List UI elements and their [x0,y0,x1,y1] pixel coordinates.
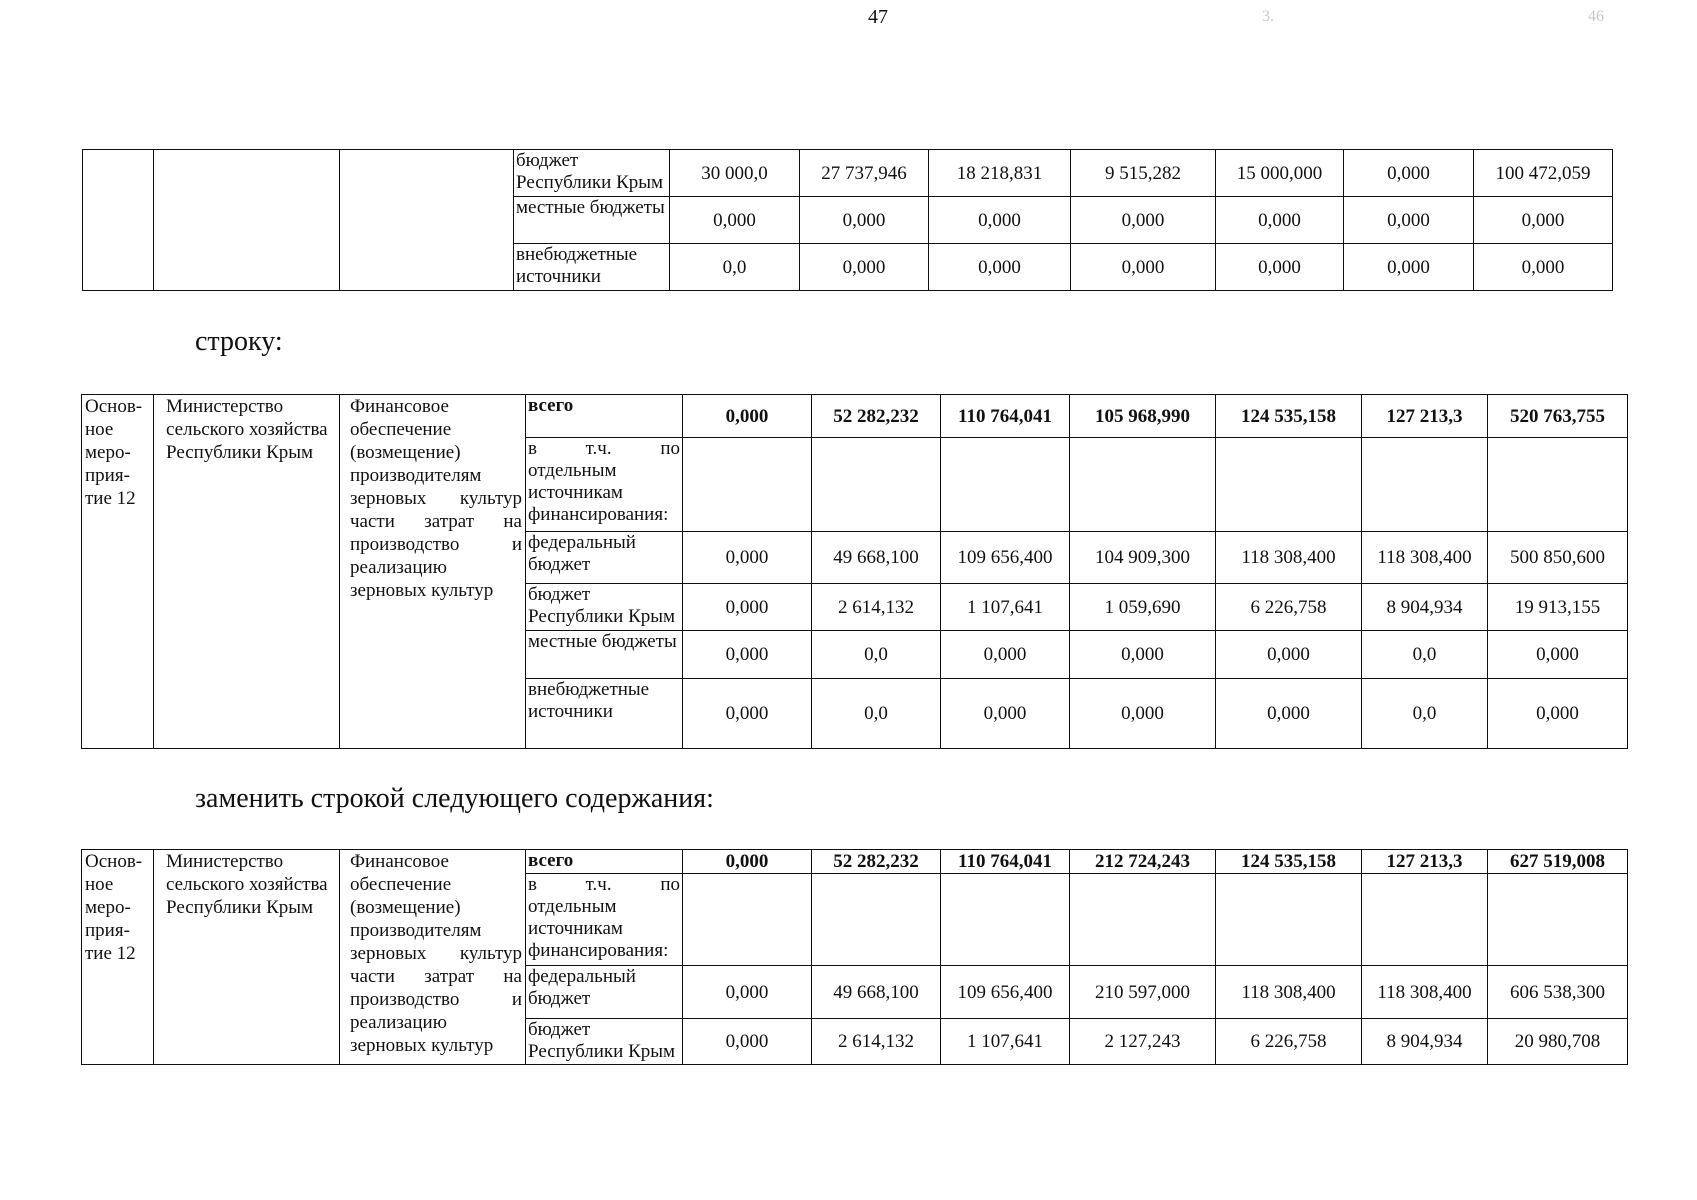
value-cell: 0,000 [1216,244,1344,291]
value-cell: 0,000 [683,966,812,1019]
value-cell: 0,000 [683,679,812,749]
value-cell [1216,438,1362,532]
value-cell: 109 656,400 [941,966,1070,1019]
value-cell: 0,000 [1070,631,1216,679]
value-cell: 0,000 [1474,197,1613,244]
value-cell: 0,000 [1216,631,1362,679]
value-cell: 118 308,400 [1216,532,1362,584]
value-cell: 0,000 [941,679,1070,749]
value-cell: 1 107,641 [941,1019,1070,1065]
value-cell [1488,438,1628,532]
source-label: в т.ч. по отдельным источникам финансирования: [526,874,683,966]
activity-number: Основ-ное меро-прия-тие 12 [82,395,154,749]
value-cell: 19 913,155 [1488,584,1628,631]
value-cell: 606 538,300 [1488,966,1628,1019]
value-cell: 2 614,132 [812,1019,941,1065]
value-cell: 627 519,008 [1488,850,1628,874]
activity-description: Финансовое обеспечение (возмещение) производителям зерновых культур части затрат на производство и реализацию зерновых культур [340,395,526,749]
value-cell: 30 000,0 [670,150,800,197]
value-cell: 109 656,400 [941,532,1070,584]
value-cell: 0,000 [1070,679,1216,749]
value-cell: 0,000 [800,244,929,291]
source-label: внебюджетные источники [514,244,670,291]
activity-number: Основ-ное меро-прия-тие 12 [82,850,154,1065]
source-label: бюджет Республики Крым [526,1019,683,1065]
value-cell: 0,000 [1344,244,1474,291]
value-cell: 0,000 [1071,244,1216,291]
value-cell [941,438,1070,532]
value-cell: 0,000 [683,532,812,584]
value-cell: 0,000 [1216,197,1344,244]
value-cell: 500 850,600 [1488,532,1628,584]
value-cell: 2 127,243 [1070,1019,1216,1065]
value-cell: 118 308,400 [1362,532,1488,584]
value-cell: 1 059,690 [1070,584,1216,631]
value-cell: 49 668,100 [812,532,941,584]
value-cell: 0,000 [670,197,800,244]
activity-description: Финансовое обеспечение (возмещение) производителям зерновых культур части затрат на производство и реализацию зерновых культур [340,850,526,1065]
source-label: внебюджетные источники [526,679,683,749]
value-cell: 118 308,400 [1362,966,1488,1019]
budget-table-continuation [82,149,1613,291]
heading-replace-row: строку: [195,326,283,357]
ministry-name: Министерство сельского хозяйства Республики Крым [154,850,340,1065]
value-cell [1488,874,1628,966]
value-cell: 0,000 [941,631,1070,679]
value-cell: 127 213,3 [1362,395,1488,438]
value-cell [1070,438,1216,532]
value-cell: 49 668,100 [812,966,941,1019]
value-cell [1070,874,1216,966]
value-cell: 104 909,300 [1070,532,1216,584]
value-cell: 0,000 [683,395,812,438]
value-cell: 0,0 [1362,631,1488,679]
value-cell: 0,000 [929,244,1071,291]
value-cell [683,438,812,532]
page-number: 47 [868,6,888,28]
value-cell: 0,000 [683,584,812,631]
value-cell: 0,000 [1344,197,1474,244]
value-cell: 1 107,641 [941,584,1070,631]
value-cell: 8 904,934 [1362,584,1488,631]
value-cell [1216,874,1362,966]
source-label: местные бюджеты [514,197,670,244]
source-label: бюджет Республики Крым [526,584,683,631]
value-cell [812,874,941,966]
value-cell: 0,000 [1474,244,1613,291]
empty-cell [340,150,514,291]
value-cell: 0,000 [683,1019,812,1065]
value-cell: 0,000 [1344,150,1474,197]
value-cell: 6 226,758 [1216,584,1362,631]
source-label: всего [526,850,683,874]
replacement-row-table [81,849,1628,1065]
empty-cell [83,150,154,291]
value-cell: 0,000 [1071,197,1216,244]
value-cell: 20 980,708 [1488,1019,1628,1065]
empty-cell [154,150,340,291]
value-cell: 0,0 [812,631,941,679]
value-cell: 52 282,232 [812,850,941,874]
value-cell: 0,0 [670,244,800,291]
value-cell: 110 764,041 [941,850,1070,874]
value-cell: 105 968,990 [1070,395,1216,438]
value-cell: 210 597,000 [1070,966,1216,1019]
faint-mark-right: 46 [1588,8,1604,25]
source-label: всего [526,395,683,438]
value-cell: 52 282,232 [812,395,941,438]
ministry-name: Министерство сельского хозяйства Республики Крым [154,395,340,749]
value-cell: 27 737,946 [800,150,929,197]
value-cell: 100 472,059 [1474,150,1613,197]
value-cell: 0,0 [1362,679,1488,749]
value-cell: 118 308,400 [1216,966,1362,1019]
value-cell [1362,438,1488,532]
source-label: бюджет Республики Крым [514,150,670,197]
table-row [82,395,1628,438]
source-label: федеральный бюджет [526,532,683,584]
faint-mark-left: 3. [1262,8,1274,25]
value-cell: 9 515,282 [1071,150,1216,197]
value-cell: 0,000 [683,850,812,874]
value-cell: 6 226,758 [1216,1019,1362,1065]
value-cell [812,438,941,532]
value-cell [941,874,1070,966]
table-row [83,150,1613,197]
value-cell: 2 614,132 [812,584,941,631]
value-cell: 0,000 [683,631,812,679]
source-label: местные бюджеты [526,631,683,679]
value-cell: 0,000 [1488,679,1628,749]
source-label: федеральный бюджет [526,966,683,1019]
value-cell [1362,874,1488,966]
heading-replace-with: заменить строкой следующего содержания: [195,783,714,814]
value-cell: 0,000 [1216,679,1362,749]
value-cell: 124 535,158 [1216,395,1362,438]
value-cell: 0,0 [812,679,941,749]
value-cell: 0,000 [800,197,929,244]
original-row-table [81,394,1628,749]
value-cell: 520 763,755 [1488,395,1628,438]
value-cell: 8 904,934 [1362,1019,1488,1065]
value-cell: 15 000,000 [1216,150,1344,197]
value-cell: 127 213,3 [1362,850,1488,874]
value-cell: 18 218,831 [929,150,1071,197]
source-label: в т.ч. по отдельным источникам финансирования: [526,438,683,532]
table-row [82,850,1628,874]
value-cell: 0,000 [929,197,1071,244]
value-cell: 110 764,041 [941,395,1070,438]
value-cell [683,874,812,966]
value-cell: 0,000 [1488,631,1628,679]
value-cell: 124 535,158 [1216,850,1362,874]
value-cell: 212 724,243 [1070,850,1216,874]
